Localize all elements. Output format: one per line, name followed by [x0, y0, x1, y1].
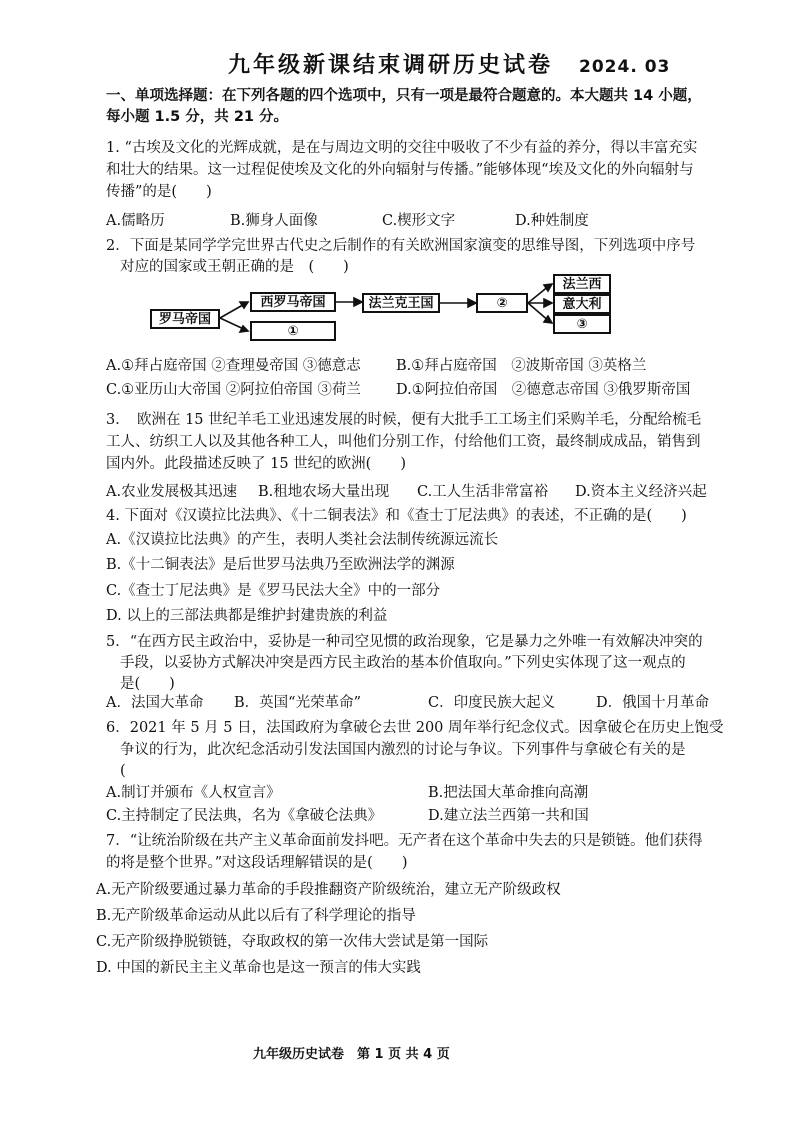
q5-option-d: D．俄国十月革命: [596, 695, 710, 711]
q7-option-d: D. 中国的新民主主义革命也是这一预言的伟大实践: [96, 960, 421, 976]
q2-stem-line2: 对应的国家或王朝正确的是 ( ): [120, 259, 349, 275]
arrowhead-frank: [354, 298, 362, 306]
q2-options-row1: [106, 356, 746, 376]
q2-stem-line1: 2．下面是某同学学完世界古代史之后制作的有关欧洲国家演变的思维导图，下列选项中序号: [106, 238, 696, 254]
q7-stem-line1: 7．“让统治阶级在共产主义革命面前发抖吧。无产者在这个革命中失去的只是锁链。他们获得: [106, 833, 703, 849]
q4-option-a: A.《汉谟拉比法典》的产生，表明人类社会法制传统源远流长: [106, 532, 499, 548]
q6-stem-line2: 争议的行为，此次纪念活动引发法国国内激烈的讨论与争议。下列事件与拿破仑有关的是: [120, 742, 686, 758]
q6-option-b: B.把法国大革命推向高潮: [428, 785, 589, 801]
q5-stem-line3: 是( ): [120, 676, 175, 692]
q1-stem-line3: 传播”的是( ): [106, 184, 212, 200]
arrowhead-west: [240, 302, 248, 308]
q6-option-c: C.主持制定了民法典，名为《拿破仑法典》: [106, 808, 383, 824]
q7-option-b: B.无产阶级革命运动从此以后有了科学理论的指导: [96, 908, 416, 924]
exam-date: 2024. 03: [579, 57, 671, 77]
q5-option-b: B．英国“光荣革命”: [234, 695, 361, 711]
q5-option-a: A．法国大革命: [106, 695, 204, 711]
q3-option-d: D.资本主义经济兴起: [575, 484, 707, 500]
node-france: 法兰西: [553, 274, 611, 294]
q1-option-c: C.楔形文字: [382, 213, 456, 229]
mind-map-connectors: [150, 280, 620, 350]
q6-option-a: A.制订并颁布《人权宣言》: [106, 785, 281, 801]
q2-option-b: B.①拜占庭帝国 ②波斯帝国 ③英格兰: [396, 358, 647, 374]
q1-stem-line2: 和壮大的结果。这一过程促使埃及文化的外向辐射与传播。”能够体现“埃及文化的外向辐射与: [106, 162, 694, 178]
q2-option-d: D.①阿拉伯帝国 ②德意志帝国 ③俄罗斯帝国: [396, 382, 691, 398]
mind-map: [150, 277, 620, 350]
q5-stem-line2: 手段，以妥协方式解决冲突是西方民主政治的基本价值取向。”下列史实体现了这一观点的: [120, 655, 686, 671]
q2-option-a: A.①拜占庭帝国 ②查理曼帝国 ③德意志: [106, 358, 361, 374]
q1-option-a: A.儒略历: [106, 213, 165, 229]
q7-stem-line2: 的将是整个世界。”对这段话理解错误的是( ): [106, 855, 408, 871]
q3-stem-line3: 国内外。此段描述反映了 15 世纪的欧洲( ): [106, 456, 406, 472]
page-footer: 九年级历史试卷 第 1 页 共 4 页: [253, 1047, 450, 1062]
q3-stem-line2: 工人、纺织工人以及其他各种工人，叫他们分别工作，付给他们工资，最终制成成品，销售到: [106, 434, 701, 450]
section-heading-line1: 一、单项选择题：在下列各题的四个选项中，只有一项是最符合题意的。本大题共 14 小题，: [106, 88, 702, 104]
q6-option-d: D.建立法兰西第一共和国: [428, 808, 589, 824]
node-italy: 意大利: [553, 294, 611, 314]
arrowhead-italy: [544, 299, 552, 307]
q4-option-c: C.《查士丁尼法典》是《罗马民法大全》中的一部分: [106, 583, 441, 599]
q5-stem-line1: 5．“在西方民主政治中，妥协是一种司空见惯的政治现象，它是暴力之外唯一有效解决冲突的: [106, 634, 703, 650]
exam-title: 九年级新课结束调研历史试卷: [228, 53, 554, 78]
q6-options-row1: [106, 783, 746, 803]
node-frankish-kingdom: 法兰克王国: [362, 293, 440, 313]
node-slot-2: ②: [476, 293, 528, 313]
section-heading-line2: 每小题 1.5 分，共 21 分。: [106, 109, 289, 125]
q3-option-b: B.租地农场大量出现: [258, 484, 390, 500]
q1-stem-line1: 1. “古埃及文化的光辉成就，是在与周边文明的交往中吸收了不少有益的养分，得以丰富充实: [106, 140, 698, 156]
q3-options: [106, 482, 746, 502]
arrowhead-slot1: [240, 326, 248, 332]
q6-options-row2: [106, 806, 746, 826]
node-western-roman-empire: 西罗马帝国: [250, 292, 336, 312]
q1-options: [106, 211, 706, 231]
q1-option-b: B.狮身人面像: [230, 213, 318, 229]
q4-option-b: B.《十二铜表法》是后世罗马法典乃至欧洲法学的渊源: [106, 557, 455, 573]
q3-stem-line1: 3． 欧洲在 15 世纪羊毛工业迅速发展的时候，便有大批手工工场主们采购羊毛，分配给梳毛: [106, 412, 702, 428]
q7-option-a: A.无产阶级要通过暴力革命的手段推翻资产阶级统治，建立无产阶级政权: [96, 882, 561, 898]
q3-option-c: C.工人生活非常富裕: [417, 484, 549, 500]
node-slot-3: ③: [553, 314, 611, 334]
node-slot-1: ①: [250, 321, 336, 341]
arrowhead-slot2: [468, 299, 476, 307]
q5-options: [106, 693, 746, 713]
q6-stem-line3: (: [120, 763, 126, 779]
q3-option-a: A.农业发展极其迅速: [106, 484, 238, 500]
q6-stem-line1: 6．2021 年 5 月 5 日，法国政府为拿破仑去世 200 周年举行纪念仪式。因拿破仑在历史上饱受: [106, 720, 724, 736]
node-roman-empire: 罗马帝国: [150, 309, 220, 329]
page-title: [228, 48, 670, 79]
q4-option-d: D. 以上的三部法典都是维护封建贵族的利益: [106, 608, 388, 624]
q1-option-d: D.种姓制度: [515, 213, 589, 229]
q2-options-row2: [106, 380, 746, 400]
q2-option-c: C.①亚历山大帝国 ②阿拉伯帝国 ③荷兰: [106, 382, 361, 398]
q5-option-c: C．印度民族大起义: [428, 695, 556, 711]
q4-stem: 4. 下面对《汉谟拉比法典》、《十二铜表法》和《查士丁尼法典》的表述，不正确的是( ): [106, 508, 687, 524]
q7-option-c: C.无产阶级挣脱锁链，夺取政权的第一次伟大尝试是第一国际: [96, 934, 489, 950]
